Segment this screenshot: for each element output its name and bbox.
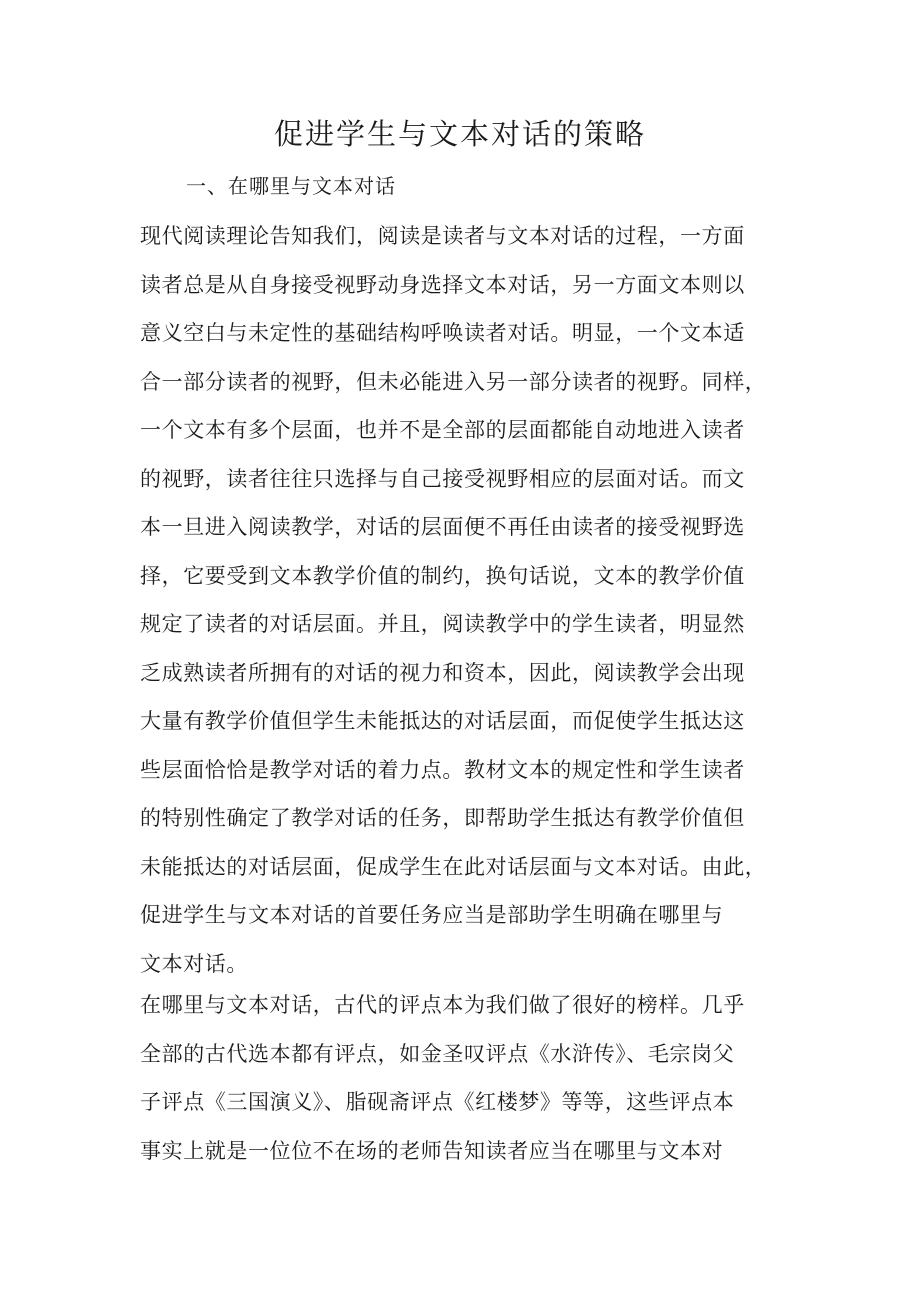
body-paragraph-1: [140, 212, 780, 988]
section-heading: 一、在哪里与文本对话: [186, 174, 396, 198]
paragraph-line: 一个文本有多个层面，也并不是全部的层面都能自动地进入读者: [140, 418, 745, 442]
paragraph-line: 合一部分读者的视野，但未必能进入另一部分读者的视野。同样，: [140, 369, 767, 394]
paragraph-line: 的视野，读者往往只选择与自己接受视野相应的层面对话。而文: [140, 466, 745, 491]
paragraph-line: 大量有教学价值但学生未能抵达的对话层面，而促使学生抵达这: [140, 709, 745, 733]
paragraph-line: 事实上就是一位位不在场的老师告知读者应当在哪里与文本对: [140, 1138, 724, 1163]
paragraph-line: 读者总是从自身接受视野动身选择文本对话，另一方面文本则以: [140, 272, 745, 297]
paragraph-line: 未能抵达的对话层面，促成学生在此对话层面与文本对话。由此，: [140, 854, 767, 879]
document-title: 促进学生与文本对话的策略: [273, 117, 646, 151]
paragraph-line: 文本对话。: [140, 951, 248, 976]
body-paragraph-2: [140, 981, 780, 1175]
paragraph-line: 乏成熟读者所拥有的对话的视力和资本，因此，阅读教学会出现: [140, 660, 745, 685]
paragraph-line: 促进学生与文本对话的首要任务应当是部助学生明确在哪里与: [140, 903, 724, 927]
paragraph-line: 些层面恰恰是教学对话的着力点。教材文本的规定性和学生读者: [140, 757, 745, 782]
paragraph-line: 择，它要受到文本教学价值的制约，换句话说，文本的教学价值: [140, 563, 745, 588]
paragraph-line: 现代阅读理论告知我们，阅读是读者与文本对话的过程，一方面: [140, 224, 745, 248]
paragraph-line: 规定了读者的对话层面。并且，阅读教学中的学生读者，明显然: [140, 612, 745, 636]
paragraph-line: 意义空白与未定性的基础结构呼唤读者对话。明显，一个文本适: [140, 321, 745, 345]
paragraph-line: 在哪里与文本对话，古代的评点本为我们做了很好的榜样。几乎: [140, 993, 745, 1017]
paragraph-line: 子评点《三国演义》、脂砚斋评点《红楼梦》等等，这些评点本: [140, 1090, 735, 1114]
paragraph-line: 本一旦进入阅读教学，对话的层面便不再任由读者的接受视野选: [140, 515, 745, 539]
paragraph-line: 的特别性确定了教学对话的任务，即帮助学生抵达有教学价值但: [140, 806, 745, 830]
paragraph-line: 全部的古代选本都有评点，如金圣叹评点《水浒传》、毛宗岗父: [140, 1041, 735, 1066]
